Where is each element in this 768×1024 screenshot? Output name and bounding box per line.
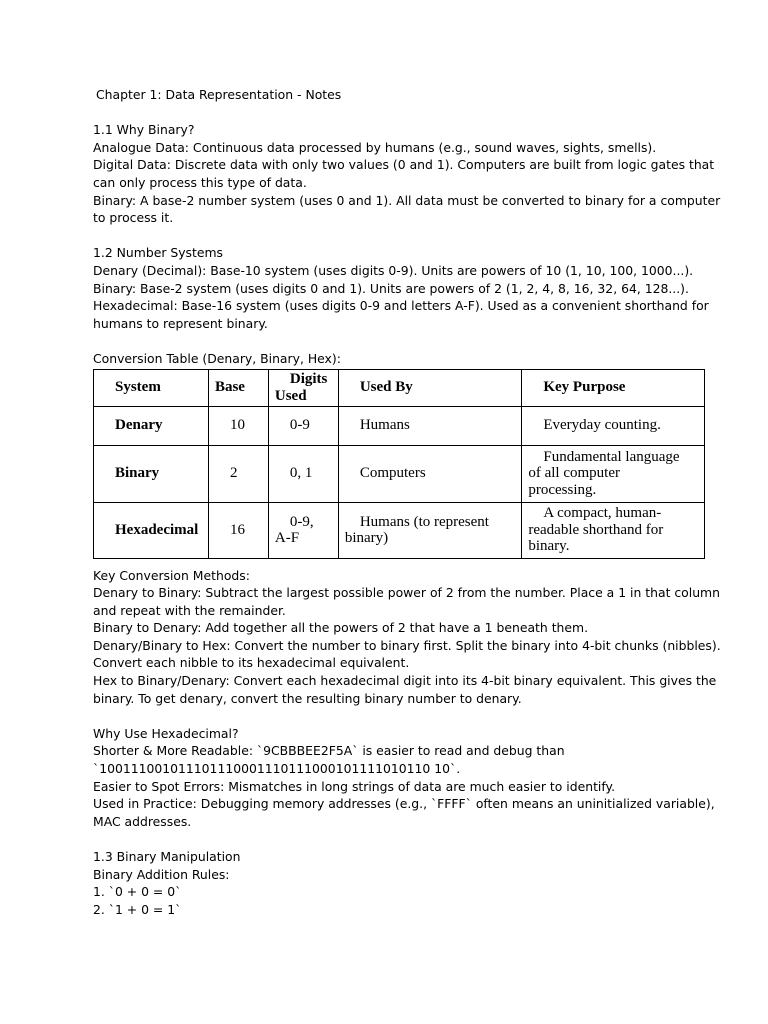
cell-used-by: Computers: [338, 445, 522, 502]
table-row: [94, 445, 705, 502]
denary-to-binary-line-2: and repeat with the remainder.: [93, 602, 286, 618]
binary-to-denary: Binary to Denary: Add together all the powers of 2 that have a 1 beneath them.: [93, 620, 589, 636]
header-digits-used: Digits Used: [268, 369, 338, 406]
used-in-practice-line-1: Used in Practice: Debugging memory addresses (e.g., `FFFF` often means an uninitialized variable),: [93, 796, 715, 812]
cell-digits: 0-9: [268, 406, 338, 445]
addition-rules-heading: Binary Addition Rules:: [93, 866, 230, 882]
section-heading-number-systems: 1.2 Number Systems: [93, 245, 224, 261]
cell-purpose: Fundamental language of all computer processing.: [522, 445, 705, 502]
hex-to-binary-denary-line-2: binary. To get denary, convert the resulting binary number to denary.: [93, 690, 522, 706]
conversion-table: [93, 369, 705, 559]
header-key-purpose: Key Purpose: [522, 369, 705, 406]
shorter-readable-line-2: `100111001011101110001110111000101111010110 10`.: [93, 761, 461, 777]
cell-system: Hexadecimal: [94, 502, 209, 558]
section-heading-binary-manipulation: 1.3 Binary Manipulation: [93, 849, 241, 864]
header-system: System: [94, 369, 209, 406]
table-caption: Conversion Table (Denary, Binary, Hex):: [93, 350, 341, 366]
cell-base: 16: [208, 502, 268, 558]
document-page: [93, 86, 721, 918]
table-header-row: [94, 369, 705, 406]
cell-base: 2: [208, 445, 268, 502]
addition-rule-item: 2. `1 + 0 = 1`: [93, 901, 182, 917]
cell-system: Denary: [94, 406, 209, 445]
hexadecimal-definition-line-2: humans to represent binary.: [93, 315, 268, 331]
why-hex-heading: Why Use Hexadecimal?: [93, 725, 239, 741]
cell-purpose: Everyday counting.: [522, 406, 705, 445]
cell-used-by: Humans: [338, 406, 522, 445]
document-title: Chapter 1: Data Representation - Notes: [96, 87, 342, 102]
header-used-by: Used By: [338, 369, 522, 406]
digital-data-text-line-2: can only process this type of data.: [93, 174, 307, 190]
digital-data-text-line-1: Digital Data: Discrete data with only two values (0 and 1). Computers are built from logic gates that: [93, 157, 715, 173]
analogue-data-text: Analogue Data: Continuous data processed by humans (e.g., sound waves, sights, smells).: [93, 139, 657, 155]
spacer: [93, 227, 683, 245]
cell-base: 10: [208, 406, 268, 445]
methods-heading: Key Conversion Methods:: [93, 567, 250, 583]
denary-definition: Denary (Decimal): Base-10 system (uses digits 0-9). Units are powers of 10 (1, 10, 100, 1000...).: [93, 262, 694, 278]
header-base: Base: [208, 369, 268, 406]
cell-digits: 0-9, A-F: [268, 502, 338, 558]
spacer: [93, 707, 683, 725]
spacer: [93, 104, 683, 122]
spacer: [93, 332, 683, 350]
spot-errors-text: Easier to Spot Errors: Mismatches in long strings of data are much easier to identify.: [93, 778, 616, 794]
shorter-readable-line-1: Shorter & More Readable: `9CBBBEE2F5A` is easier to read and debug than: [93, 743, 565, 759]
table-row: [94, 502, 705, 558]
section-heading-why-binary: 1.1 Why Binary?: [93, 122, 195, 138]
denary-to-binary-line-1: Denary to Binary: Subtract the largest possible power of 2 from the number. Place a 1 in that column: [93, 585, 720, 601]
hex-to-binary-denary-line-1: Hex to Binary/Denary: Convert each hexadecimal digit into its 4-bit binary equivalent. This gives the: [93, 673, 717, 689]
binary-system-definition: Binary: Base-2 system (uses digits 0 and 1). Units are powers of 2 (1, 2, 4, 8, 16, 32, 64, 128...).: [93, 280, 689, 296]
spacer: [93, 830, 683, 848]
cell-used-by: Humans (to represent binary): [338, 502, 522, 558]
denary-binary-to-hex-line-2: Convert each nibble to its hexadecimal equivalent.: [93, 655, 410, 671]
cell-system: Binary: [94, 445, 209, 502]
cell-purpose: A compact, human- readable shorthand for binary.: [522, 502, 705, 558]
denary-binary-to-hex-line-1: Denary/Binary to Hex: Convert the number to binary first. Split the binary into 4-bit chunks (nibbles).: [93, 637, 721, 653]
hexadecimal-definition-line-1: Hexadecimal: Base-16 system (uses digits 0-9 and letters A-F). Used as a convenient shorthand for: [93, 298, 709, 314]
binary-definition-line-1: Binary: A base-2 number system (uses 0 and 1). All data must be converted to binary for a computer: [93, 192, 721, 208]
addition-rule-item: 1. `0 + 0 = 0`: [93, 884, 182, 900]
table-row: [94, 406, 705, 445]
used-in-practice-line-2: MAC addresses.: [93, 813, 192, 829]
cell-digits: 0, 1: [268, 445, 338, 502]
binary-definition-line-2: to process it.: [93, 210, 174, 226]
